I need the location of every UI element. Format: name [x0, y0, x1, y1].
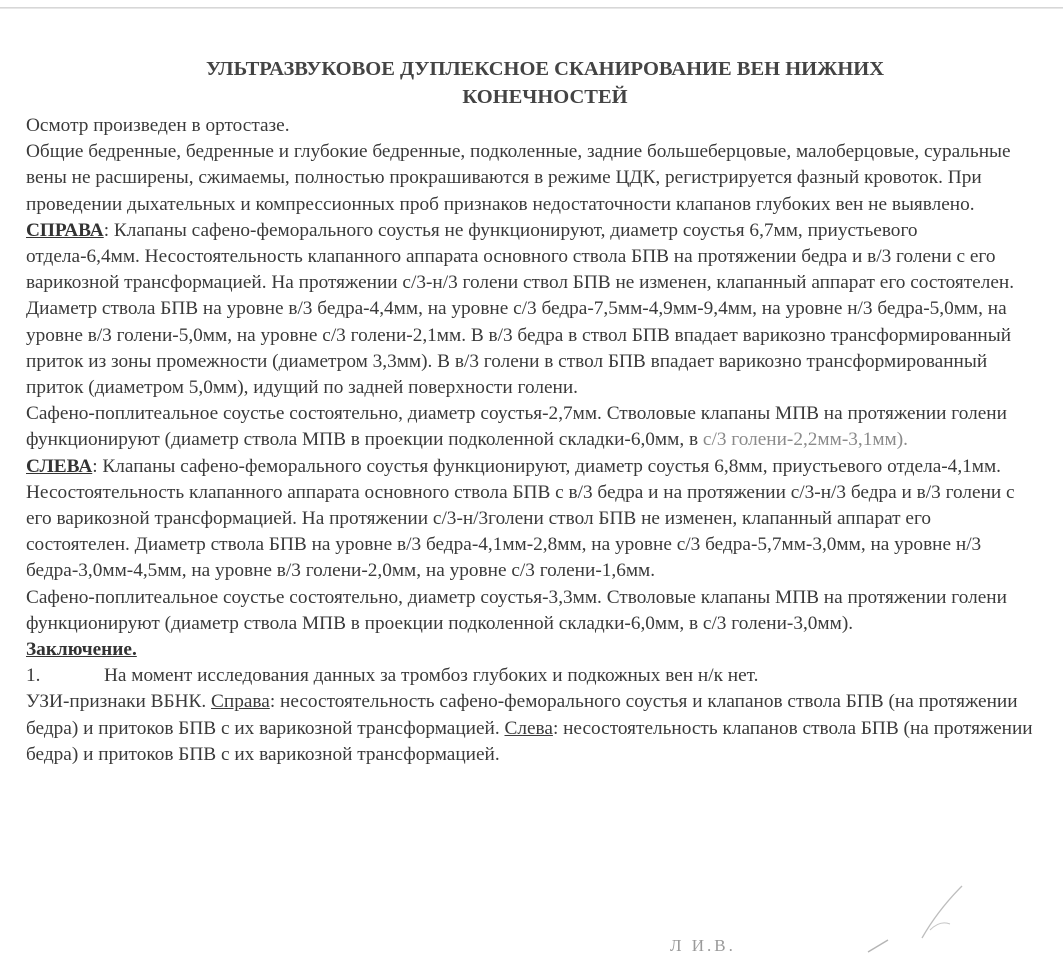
conclusion-uzi-prefix: УЗИ-признаки ВБНК.: [26, 691, 212, 713]
conclusion-item-number: 1.: [26, 665, 41, 687]
report-title: [26, 55, 1036, 111]
intro-deep-veins: Общие бедренные, бедренные и глубокие бедренные, подколенные, задние большеберцовые, малоберцовые, суральные вены не расширены, сжимаемы, полностью прокрашиваются в режиме ЦДК, регистрируется фазный кровоток. При проведении дыхательных и компрессионных проб признаков недостаточности клапанов глубоких вен не выявлено.: [26, 141, 1011, 215]
conclusion-right-text: : несостоятельность сафено-феморального соустья и клапанов ствола БПВ (на протяжении бедра) и притоков БПВ с их варикозной трансформацией.: [26, 691, 1018, 739]
conclusion-heading-text: Заключение.: [26, 639, 137, 661]
conclusion-right-label: Справа: [211, 691, 270, 713]
right-spv-faded-text: с/3 голени-2,2мм-3,1мм).: [702, 429, 909, 451]
signature-scribble: [860, 880, 980, 959]
right-side-label: СПРАВА: [26, 219, 104, 241]
right-spv-text: Сафено-поплитеальное соустье состоятельно, диаметр соустья-2,7мм. Стволовые клапаны МПВ на протяжении голени функционируют (диаметр ствола МПВ в проекции подколенной складки-6,0мм, в: [26, 403, 1007, 451]
right-side-text: : Клапаны сафено-феморального соустья не функционируют, диаметр соустья 6,7мм, приустьевого отдела-6,4мм. Несостоятельность клапанного аппарата основного ствола БПВ на протяжении бедра и в/3 голени с его варикозной трансформацией. На протяжении с/3-н/3 голени ствол БПВ не изменен, клапанный аппарат его состоятелен. Диаметр ствола БПВ на уровне в/3 бедра-4,4мм, на уровне с/3 бедра-7,5мм-4,9мм-9,4мм, на уровне н/3 бедра-5,0мм, на уровне в/3 голени-5,0мм, на уровне с/3 голени-2,1мм. В в/3 бедра в ствол БПВ впадает варикозно трансформированный приток из зоны промежности (диаметром 3,3мм). В в/3 голени в ствол БПВ впадает варикозно трансформированный приток (диаметром 5,0мм), идущий по задней поверхности голени.: [26, 219, 1015, 399]
intro-position: Осмотр произведен в ортостазе.: [26, 115, 290, 136]
conclusion-uzi: [26, 689, 1036, 768]
ultrasound-report: [26, 55, 1036, 768]
right-spv-section: [26, 401, 1036, 453]
report-title-line-2: КОНЕЧНОСТЕЙ: [462, 86, 628, 108]
signature-partial: Л И.В.: [670, 936, 736, 955]
conclusion-heading: [26, 637, 1036, 663]
left-side-section: [26, 454, 1036, 585]
report-title-line-1: УЛЬТРАЗВУКОВОЕ ДУПЛЕКСНОЕ СКАНИРОВАНИЕ ВЕН НИЖНИХ: [205, 58, 885, 80]
left-spv-section: Сафено-поплитеальное соустье состоятельно, диаметр соустья-3,3мм. Стволовые клапаны МПВ на протяжении голени функционируют (диаметр ствола МПВ в проекции подколенной складки-6,0мм, в с/3 голени-3,0мм).: [26, 586, 1007, 634]
left-side-label: СЛЕВА: [26, 455, 93, 477]
right-side-section: [26, 218, 1036, 401]
scan-top-edge: [0, 7, 1063, 9]
conclusion-left-label: Слева: [504, 717, 553, 739]
conclusion-item-1: [26, 663, 1036, 689]
conclusion-left-text: : несостоятельность клапанов ствола БПВ (на протяжении бедра) и притоков БПВ с их варикозной трансформацией.: [26, 717, 1033, 765]
conclusion-item-text: На момент исследования данных за тромбоз глубоких и подкожных вен н/к нет.: [104, 665, 759, 687]
left-side-text: : Клапаны сафено-феморального соустья функционируют, диаметр соустья 6,8мм, приустьевого отдела-4,1мм. Несостоятельность клапанного аппарата основного ствола БПВ с в/3 бедра и на протяжении с/3-н/3 бедра и в/3 голени с его варикозной трансформацией. На протяжении с/3-н/3голени ствол БПВ не изменен, клапанный аппарат его состоятелен. Диаметр ствола БПВ на уровне в/3 бедра-4,1мм-2,8мм, на уровне с/3 бедра-5,7мм-3,0мм, на уровне н/3 бедра-3,0мм-4,5мм, на уровне в/3 голени-2,0мм, на уровне с/3 голени-1,6мм.: [26, 455, 1015, 582]
